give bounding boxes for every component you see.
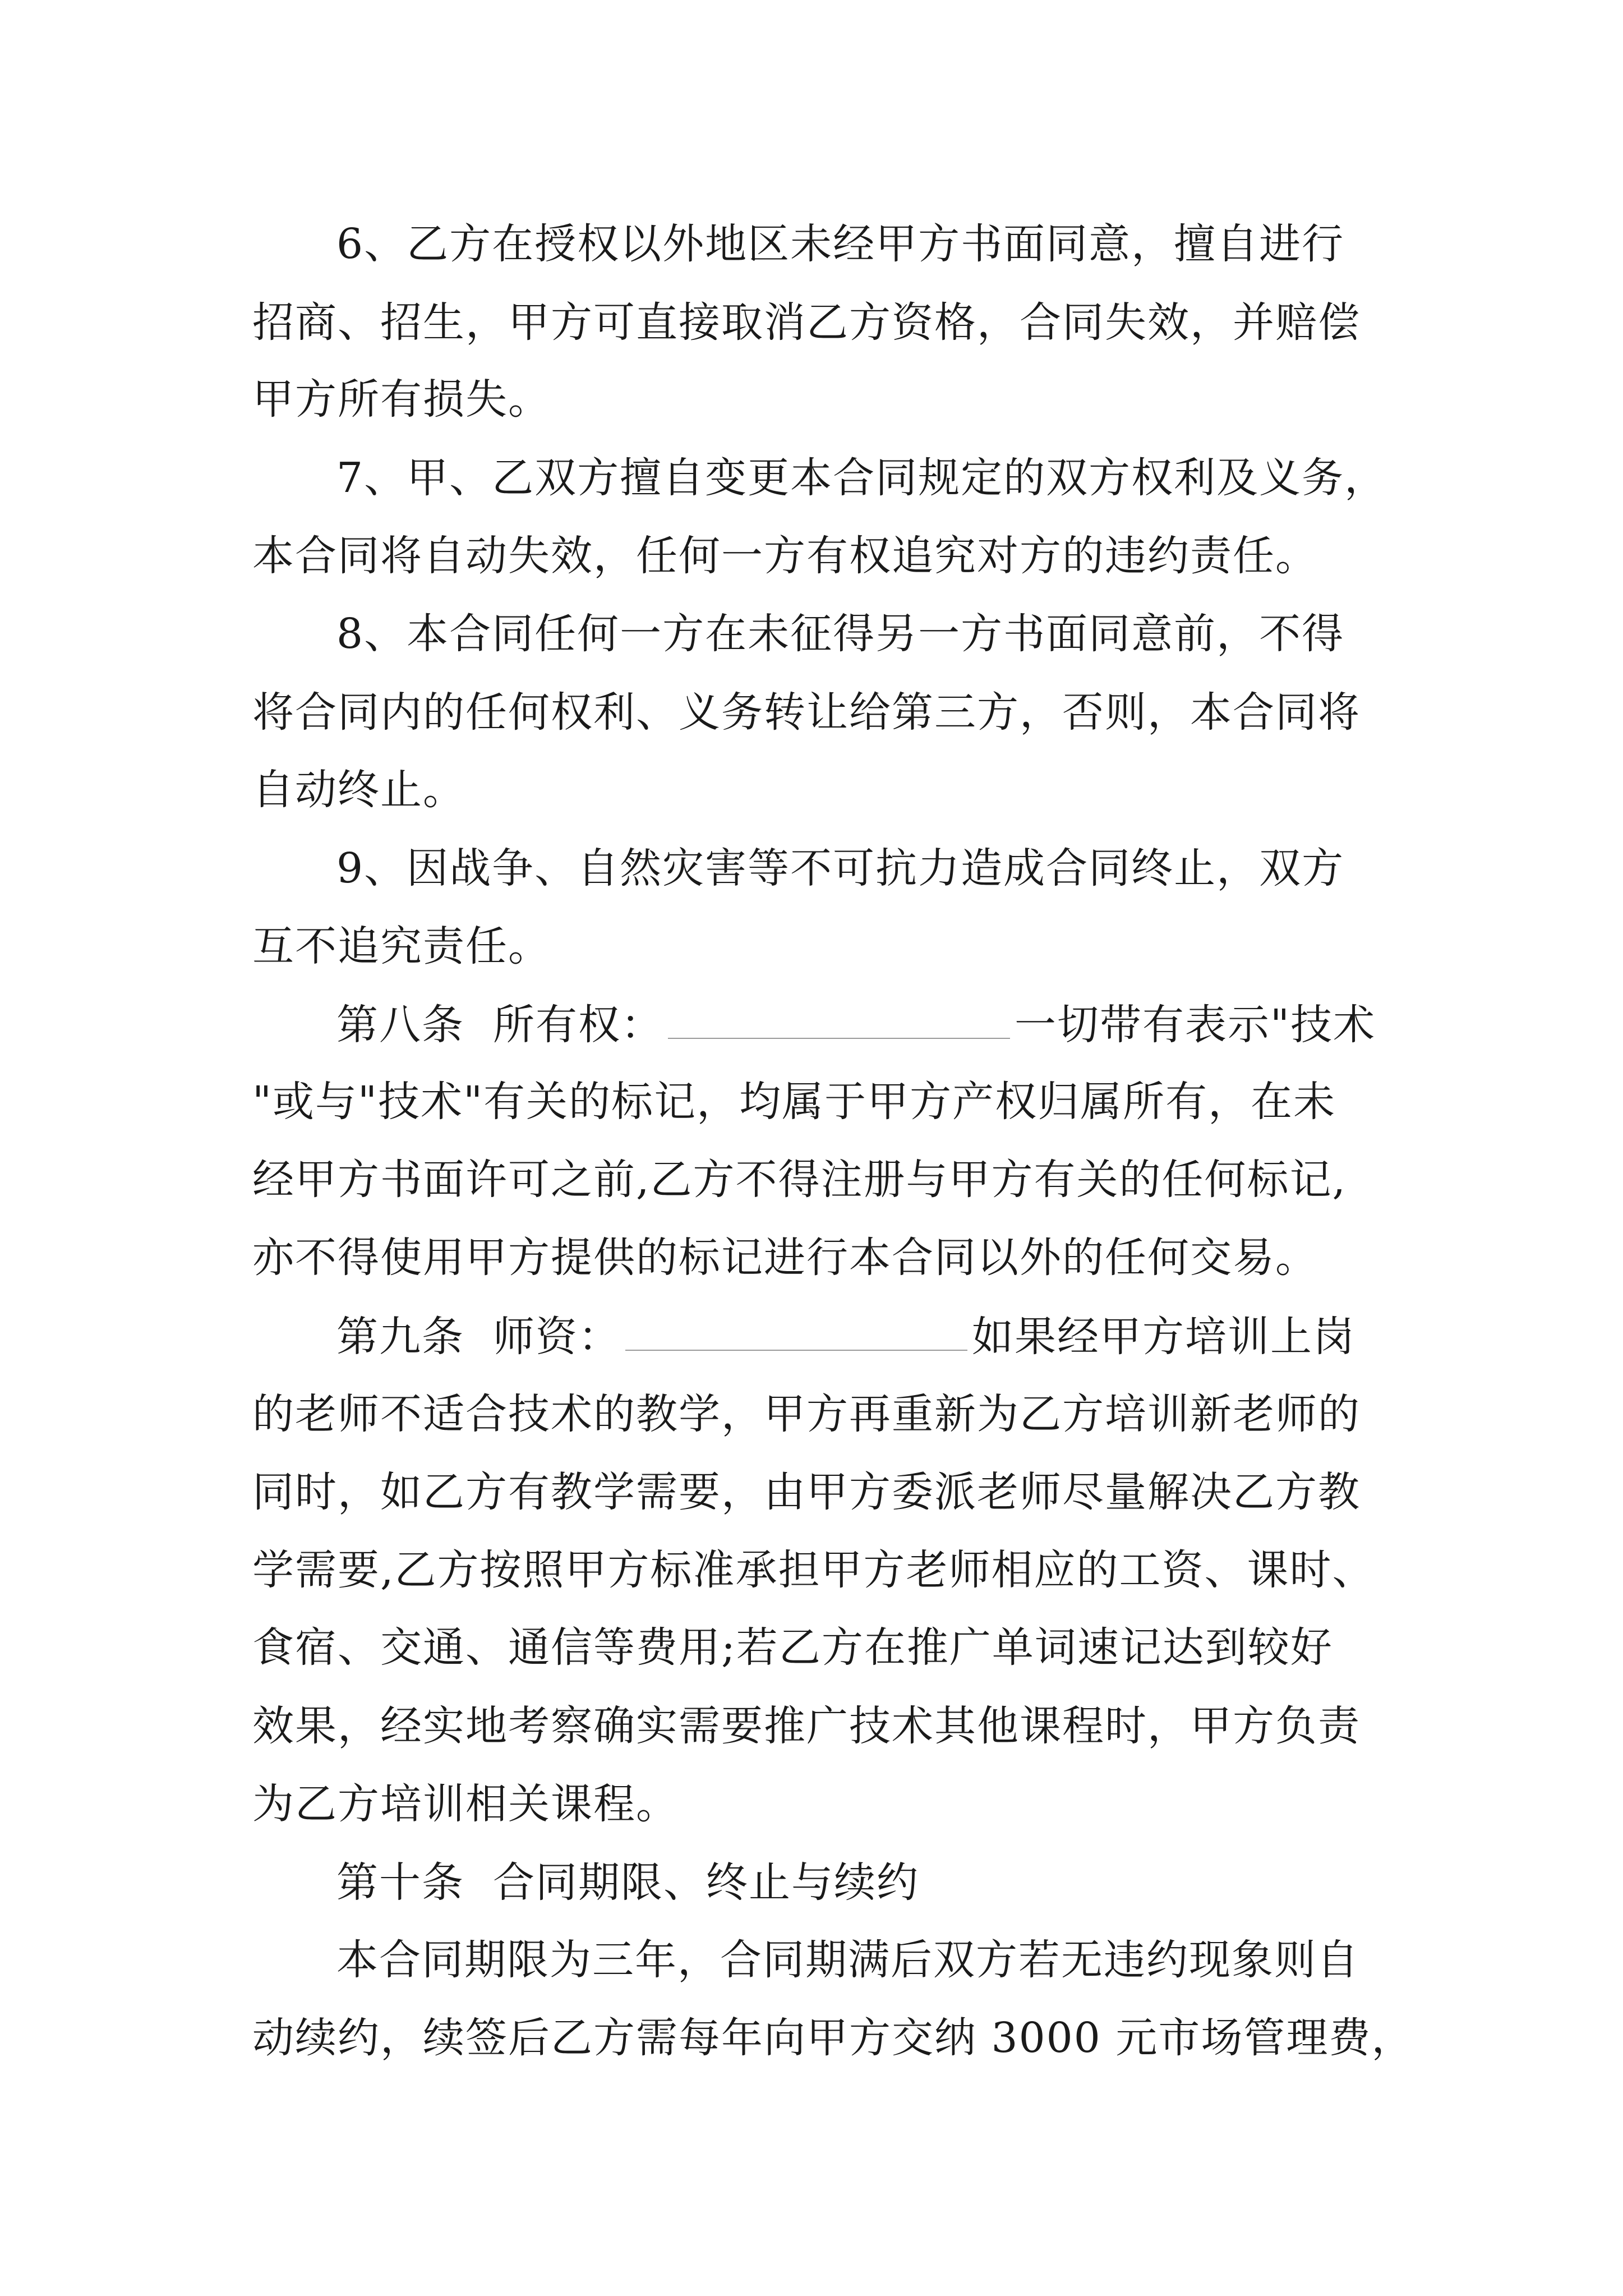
clause-7-line-1: 7、甲、乙双方擅自变更本合同规定的双方权利及义务，: [336, 454, 1387, 502]
article-10-heading: 第十条 合同期限、终止与续约: [336, 1858, 920, 1907]
clause-8-line-1: 8、本合同任何一方在未征得另一方书面同意前，不得: [336, 610, 1345, 658]
article-9-line-2: 的老师不适合技术的教学，甲方再重新为乙方培训新老师的: [252, 1390, 1361, 1438]
clause-8-line-3: 自动终止。: [252, 766, 465, 814]
article-9-line-3: 同时，如乙方有教学需要，由甲方委派老师尽量解决乙方教: [252, 1468, 1361, 1516]
article-8-line-2: "或与"技术"有关的标记，均属于甲方产权归属所有，在未: [252, 1078, 1336, 1126]
article-9-heading: 第九条 师资：: [336, 1313, 621, 1361]
clause-9-line-1: 9、因战争、自然灾害等不可抗力造成合同终止，双方: [336, 844, 1345, 892]
clause-6-line-3: 甲方所有损失。: [252, 375, 551, 424]
article-9-line-4: 学需要,乙方按照甲方标准承担甲方老师相应的工资、课时、: [252, 1546, 1375, 1594]
clause-9-line-2: 互不追究责任。: [252, 922, 551, 970]
clause-8-line-2: 将合同内的任何权利、义务转让给第三方，否则，本合同将: [252, 688, 1361, 737]
article-8-line-3: 经甲方书面许可之前,乙方不得注册与甲方有关的任何标记,: [252, 1156, 1347, 1204]
article-8-blank-field: [668, 996, 1010, 1039]
article-10-line-2: 动续约，续签后乙方需每年向甲方交纳 3000 元市场管理费，: [252, 2014, 1414, 2062]
article-9-line-1: [336, 1308, 1355, 1364]
article-8-heading: 第八条 所有权：: [336, 1001, 664, 1049]
article-8-line-1-tail: 一切带有表示"技术: [1015, 1001, 1376, 1049]
article-9-blank-field: [625, 1308, 967, 1351]
article-9-line-1-tail: 如果经甲方培训上岗: [972, 1313, 1356, 1361]
clause-6-line-2: 招商、招生，甲方可直接取消乙方资格，合同失效，并赔偿: [252, 298, 1361, 347]
article-10-line-1: 本合同期限为三年，合同期满后双方若无违约现象则自: [336, 1936, 1359, 1984]
article-8-line-1: [336, 996, 1376, 1052]
clause-6-line-1: 6、乙方在授权以外地区未经甲方书面同意，擅自进行: [336, 220, 1345, 268]
article-8-line-4: 亦不得使用甲方提供的标记进行本合同以外的任何交易。: [252, 1234, 1318, 1282]
article-9-line-5: 食宿、交通、通信等费用;若乙方在推广单词速记达到较好: [252, 1623, 1333, 1672]
article-9-line-6: 效果，经实地考察确实需要推广技术其他课程时，甲方负责: [252, 1702, 1361, 1750]
clause-7-line-2: 本合同将自动失效，任何一方有权追究对方的违约责任。: [252, 532, 1318, 580]
article-9-line-7: 为乙方培训相关课程。: [252, 1780, 679, 1828]
